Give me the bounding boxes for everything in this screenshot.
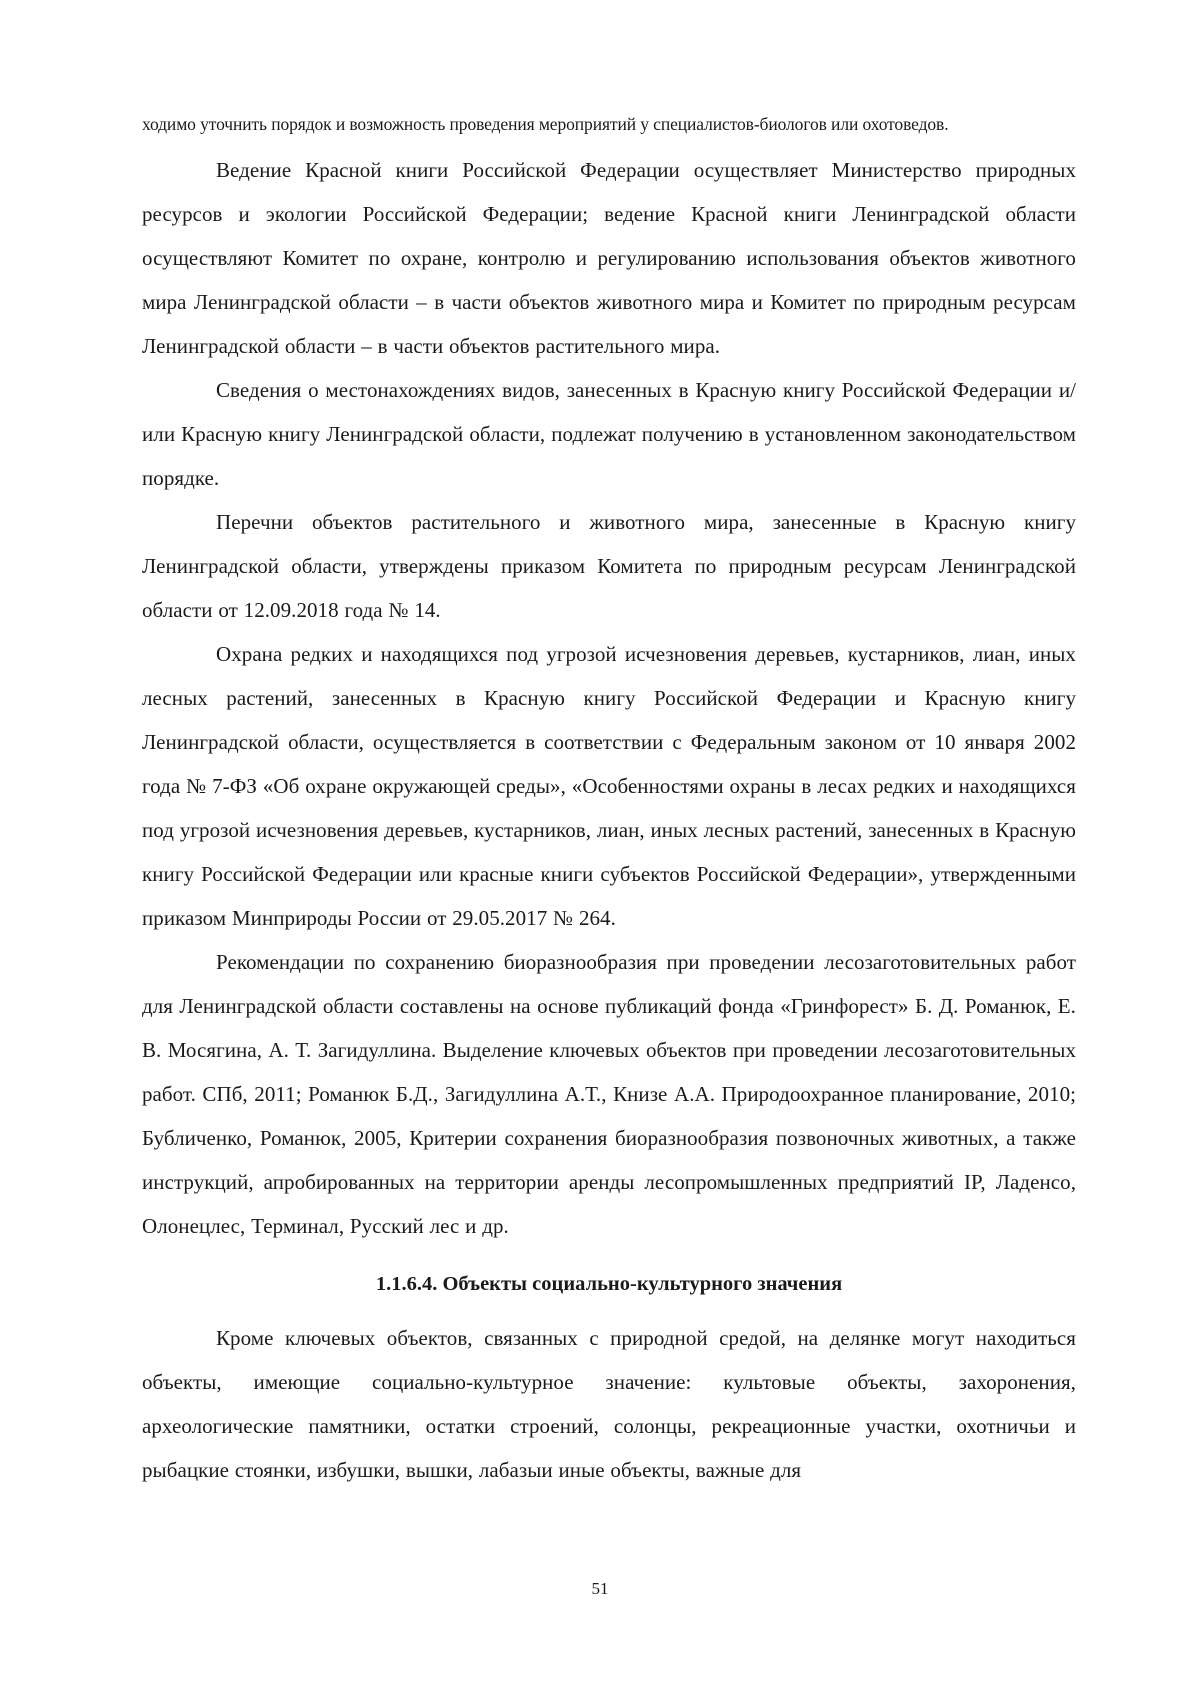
- page-number: 51: [591, 1579, 609, 1598]
- paragraph-biodiversity-recommendations: Рекомендации по сохранению биоразнообразия при проведении лесозаготовительных работ для Ленинградской области составлены на основе публикаций фонда «Гринфорест» Б. Д. Романюк, Е. В. Мосягина, А. Т. Загидуллина. Выделение ключевых объектов при проведении лесозаготовительных работ. СПб, 2011; Романюк Б.Д., Загидуллина А.Т., Книзе А.А. Природоохранное планирование, 2010; Бубличенко, Романюк, 2005, Критерии сохранения биоразнообразия позвоночных животных, а также инструкций, апробированных на территории аренды лесопромышленных предприятий IP, Ладенсо, Олонецлес, Терминал, Русский лес и др.: [142, 950, 1076, 1238]
- paragraph-rare-plants-protection: Охрана редких и находящихся под угрозой исчезновения деревьев, кустарников, лиан, иных лесных растений, занесенных в Красную книгу Российской Федерации и Красную книгу Ленинградской области, осуществляется в соответствии с Федеральным законом от 10 января 2002 года № 7-ФЗ «Об охране окружающей среды», «Особенностями охраны в лесах редких и находящихся под угрозой исчезновения деревьев, кустарников, лиан, иных лесных растений, занесенных в Красную книгу Российской Федерации или красные книги субъектов Российской Федерации», утвержденными приказом Минприроды России от 29.05.2017 № 264.: [142, 642, 1076, 930]
- paragraph-species-lists: Перечни объектов растительного и животного мира, занесенные в Красную книгу Ленинградской области, утверждены приказом Комитета по природным ресурсам Ленинградской области от 12.09.2018 года № 14.: [142, 510, 1076, 622]
- continued-text: ходимо уточнить порядок и возможность проведения мероприятий у специалистов-биологов или охотоведов.: [142, 114, 949, 134]
- paragraph-social-cultural-objects: Кроме ключевых объектов, связанных с природной средой, на делянке могут находиться объекты, имеющие социально-культурное значение: культовые объекты, захоронения, археологические памятники, остатки строений, солонцы, рекреационные участки, охотничьи и рыбацкие стоянки, избушки, вышки, лабазыи иные объекты, важные для: [142, 1326, 1076, 1482]
- page-body: [142, 112, 1076, 1492]
- paragraph-species-locations: Сведения о местонахождениях видов, занесенных в Красную книгу Российской Федерации и/или Красную книгу Ленинградской области, подлежат получению в установленном законодательством порядке.: [142, 378, 1076, 490]
- paragraph-red-book-management: Ведение Красной книги Российской Федерации осуществляет Министерство природных ресурсов и экологии Российской Федерации; ведение Красной книги Ленинградской области осуществляют Комитет по охране, контролю и регулированию использования объектов животного мира Ленинградской области – в части объектов животного мира и Комитет по природным ресурсам Ленинградской области – в части объектов растительного мира.: [142, 158, 1076, 358]
- section-heading: 1.1.6.4. Объекты социально-культурного значения: [375, 1273, 843, 1295]
